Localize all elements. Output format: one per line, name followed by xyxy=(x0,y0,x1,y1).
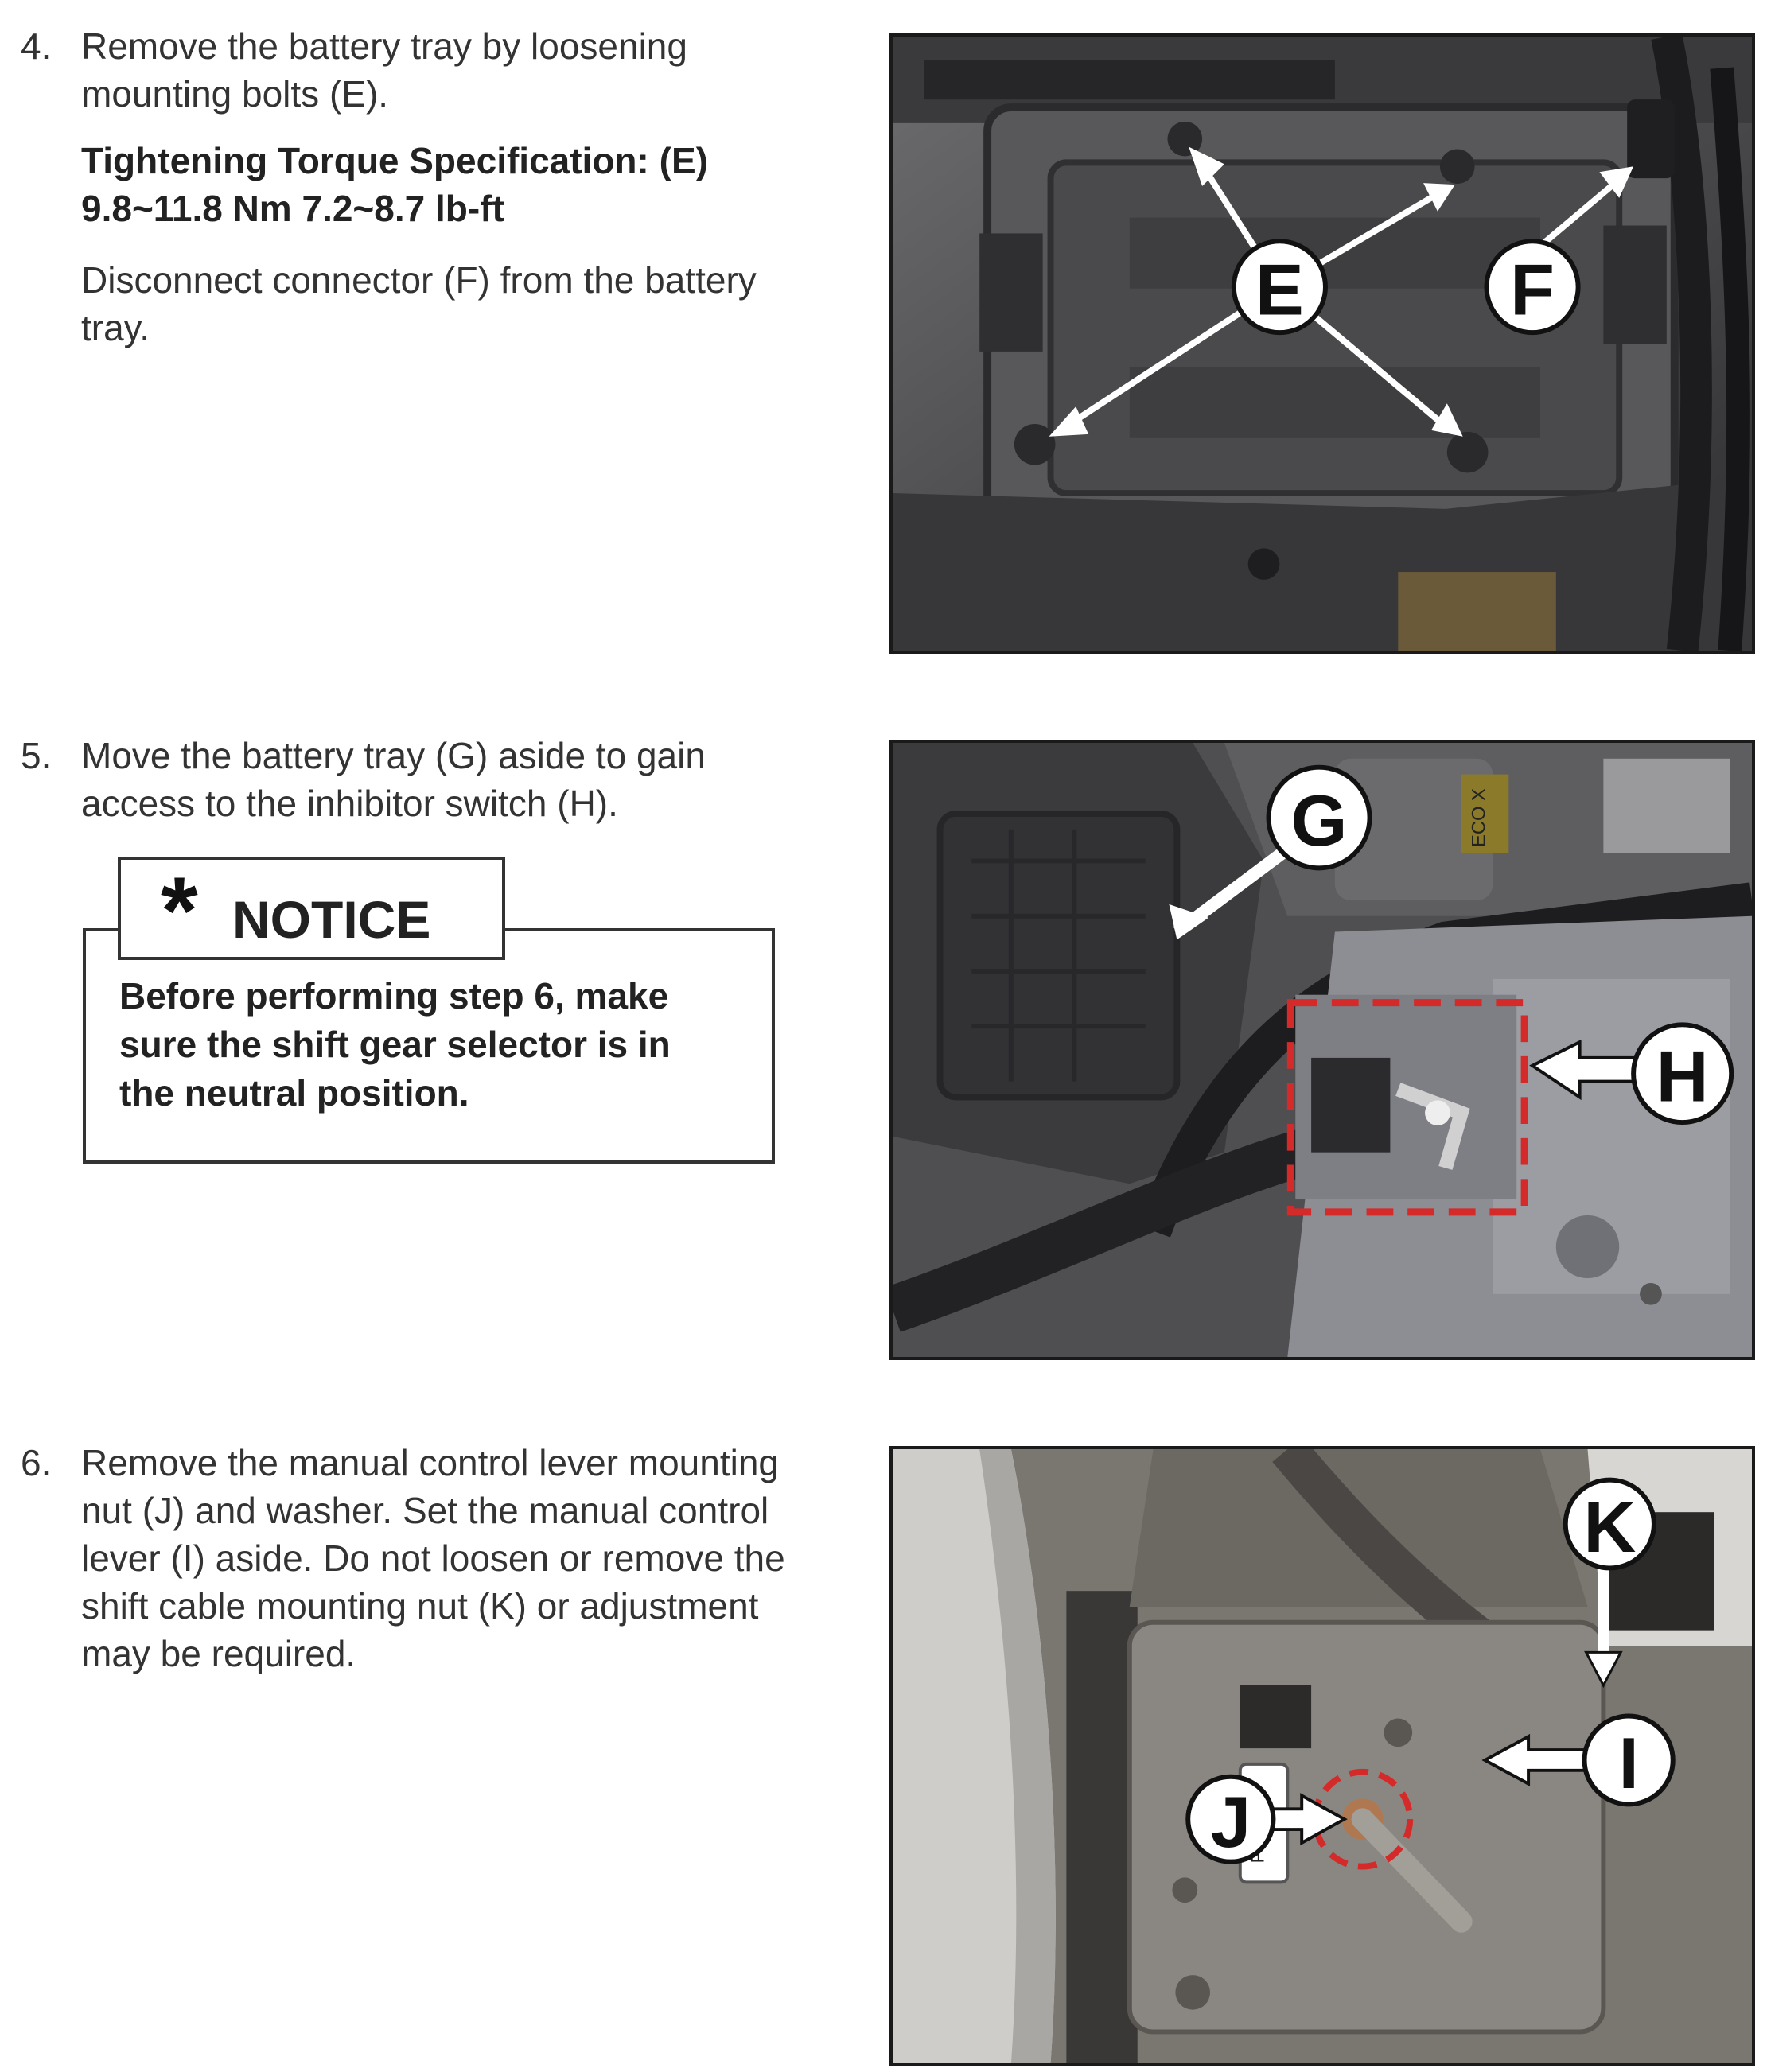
step-line: mounting bolts (E). xyxy=(81,73,389,115)
callout-i: I xyxy=(1618,1722,1639,1804)
step-line: Remove the manual control lever mounting xyxy=(81,1442,780,1483)
step-line: may be required. xyxy=(81,1633,356,1674)
notice-line: Before performing step 6, make xyxy=(119,975,669,1017)
callout-k: K xyxy=(1583,1487,1637,1568)
control-lever-photo xyxy=(889,1446,1755,2066)
step-line: Move the battery tray (G) aside to gain xyxy=(81,735,706,776)
callout-h: H xyxy=(1656,1036,1709,1118)
notice-text xyxy=(119,972,724,1118)
notice-header xyxy=(118,857,505,964)
notice-line: sure the shift gear selector is in xyxy=(119,1024,671,1065)
step-line: tray. xyxy=(81,307,150,348)
step-6 xyxy=(21,1439,848,1677)
step-line: shift cable mounting nut (K) or adjustment xyxy=(81,1585,759,1627)
callout-f: F xyxy=(1510,249,1555,331)
step-number: 5. xyxy=(21,735,52,776)
torque-spec-line: Tightening Torque Specification: (E) xyxy=(81,140,708,181)
step-line: Disconnect connector (F) from the battery xyxy=(81,259,757,301)
step-line: lever (I) aside. Do not loosen or remove the xyxy=(81,1537,785,1579)
callout-g: G xyxy=(1290,780,1348,861)
notice-title: NOTICE xyxy=(232,890,431,949)
torque-spec-line: 9.8~11.8 Nm 7.2~8.7 lb-ft xyxy=(81,188,504,229)
notice-line: the neutral position. xyxy=(119,1072,469,1114)
step-number: 6. xyxy=(21,1442,52,1483)
callout-j: J xyxy=(1210,1782,1251,1864)
eco-sticker: ECO X xyxy=(1468,788,1490,847)
step-5 xyxy=(21,732,848,827)
step-line: Remove the battery tray by loosening xyxy=(81,25,687,67)
step-number: 4. xyxy=(21,25,52,67)
callout-e: E xyxy=(1255,249,1304,331)
inhibitor-switch-photo xyxy=(889,740,1755,1360)
step-line: nut (J) and washer. Set the manual control xyxy=(81,1490,769,1531)
step-4 xyxy=(21,22,848,352)
notice-star-icon: * xyxy=(161,857,198,964)
battery-tray-photo xyxy=(889,33,1755,654)
step-line: access to the inhibitor switch (H). xyxy=(81,783,618,824)
